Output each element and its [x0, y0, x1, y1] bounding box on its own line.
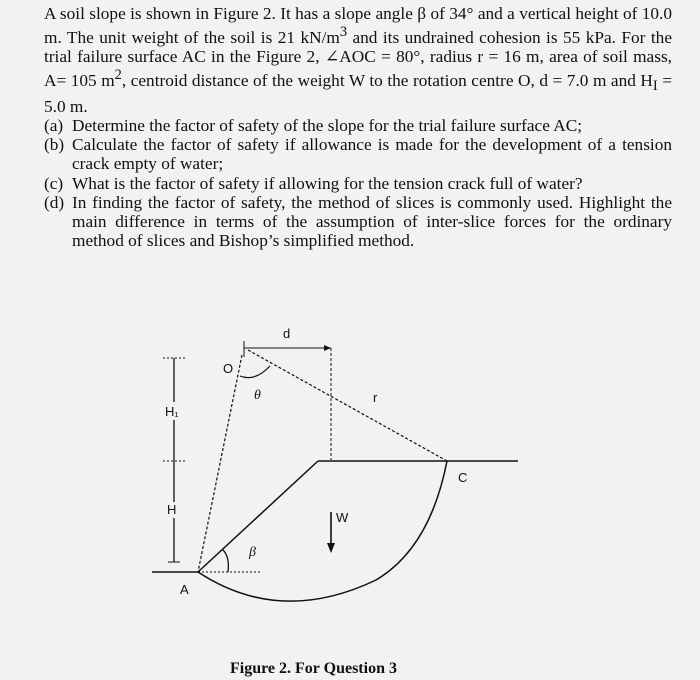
figure-caption: Figure 2. For Question 3	[230, 660, 397, 677]
label-H1: H₁	[165, 404, 179, 419]
question-d	[44, 193, 672, 251]
label-r: r	[373, 390, 378, 405]
question-text: In finding the factor of safety, the method of slices is commonly used. Highlight the main difference in terms of the assumption of inter-slice forces for the ordinary method of slices and Bishop’s simplified method.	[72, 192, 672, 251]
label-W: W	[336, 510, 349, 525]
statement-part-3: , centroid distance of the weight W to the rotation centre O, d = 7.0 m and H	[121, 71, 653, 91]
question-text: Determine the factor of safety of the slope for the trial failure surface AC;	[72, 116, 583, 135]
label-beta: β	[249, 545, 256, 560]
label-O: O	[223, 361, 234, 376]
question-marker: (a)	[44, 116, 64, 135]
slope-stability-diagram	[0, 320, 700, 620]
subscript-one: I	[652, 78, 658, 95]
superscript-squared: 2	[114, 67, 122, 84]
question-a	[44, 116, 672, 135]
question-c	[44, 174, 672, 193]
label-A: A	[180, 582, 189, 597]
label-d: d	[283, 326, 291, 341]
statement-part-4: = 5.0 m.	[44, 71, 672, 116]
question-text-block	[44, 4, 672, 250]
slope-face	[198, 461, 318, 572]
question-marker: (d)	[44, 192, 65, 212]
slip-circle-arc	[198, 461, 447, 601]
statement-part-2: and its undrained cohesion is 55 kPa. For the trial failure surface AC in the Figure 2, ∠AOC = 80°, radius r = 16 m, area of soil mass, A= 105 m	[44, 27, 672, 91]
theta-angle-arc	[240, 366, 270, 378]
weight-arrow-head	[327, 543, 335, 553]
d-arrow-head	[324, 345, 331, 351]
radius-to-A	[198, 355, 242, 572]
label-theta: θ	[254, 388, 261, 403]
label-C: C	[458, 470, 468, 485]
question-marker: (b)	[44, 135, 65, 155]
superscript-cubed: 3	[339, 24, 348, 41]
question-text: What is the factor of safety if allowing for the tension crack full of water?	[72, 173, 583, 193]
question-b	[44, 135, 672, 173]
beta-angle-arc	[222, 549, 228, 572]
question-text: Calculate the factor of safety if allowance is made for the development of a tension crack empty of water;	[72, 135, 672, 174]
label-H: H	[167, 502, 177, 517]
radius-to-C	[248, 350, 447, 461]
statement-part-1: A soil slope is shown in Figure 2. It has a slope angle β of 34° and a vertical height of 10.0 m. The unit weight of the soil is 21 kN/m	[44, 4, 672, 47]
question-marker: (c)	[44, 173, 64, 193]
problem-statement	[44, 4, 672, 116]
